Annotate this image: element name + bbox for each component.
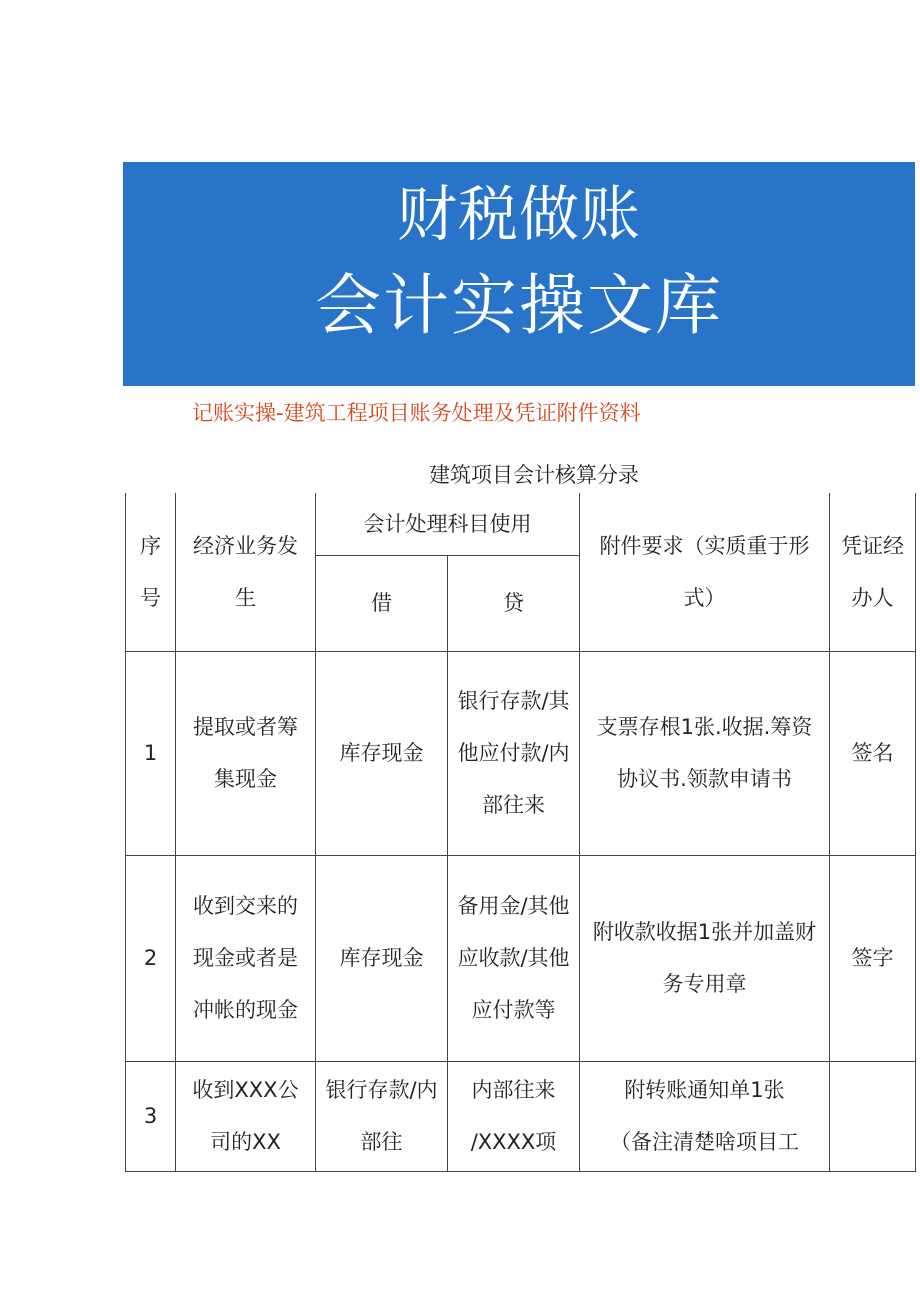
banner-title-line1: 财税做账 — [397, 180, 641, 250]
row-business: 提取或者筹 集现金 — [176, 651, 316, 855]
row-seq: 2 — [126, 855, 176, 1061]
row-handler — [830, 1061, 916, 1171]
row-credit: 银行存款/其 他应付款/内 部往来 — [448, 651, 580, 855]
row-debit: 银行存款/内 部往 — [316, 1061, 448, 1171]
row-business: 收到XXX公 司的XX — [176, 1061, 316, 1171]
row-attachment: 附收款收据1张并加盖财 务专用章 — [580, 855, 830, 1061]
table-row — [126, 855, 916, 1061]
row-debit: 库存现金 — [316, 855, 448, 1061]
header-row — [126, 493, 916, 555]
row-handler: 签名 — [830, 651, 916, 855]
header-business: 经济业务发 生 — [176, 493, 316, 651]
table-title: 建筑项目会计核算分录 — [429, 463, 639, 487]
row-credit: 备用金/其他 应收款/其他 应付款等 — [448, 855, 580, 1061]
document-subtitle: 记账实操-建筑工程项目账务处理及凭证附件资料 — [192, 401, 641, 425]
header-seq: 序 号 — [126, 493, 176, 651]
row-debit: 库存现金 — [316, 651, 448, 855]
header-attachment: 附件要求（实质重于形 式） — [580, 493, 830, 651]
header-credit: 贷 — [448, 555, 580, 651]
row-credit: 内部往来 /XXXX项 — [448, 1061, 580, 1171]
table-row — [126, 651, 916, 855]
banner-title-line2: 会计实操文库 — [315, 267, 723, 344]
row-seq: 3 — [126, 1061, 176, 1171]
row-attachment: 支票存根1张.收据.筹资 协议书.领款申请书 — [580, 651, 830, 855]
row-attachment: 附转账通知单1张 （备注清楚啥项目工 — [580, 1061, 830, 1171]
table-row — [126, 1061, 916, 1171]
accounting-entries-table — [125, 493, 916, 1172]
header-accounts-group: 会计处理科目使用 — [316, 493, 580, 555]
row-handler: 签字 — [830, 855, 916, 1061]
title-banner — [123, 162, 915, 386]
row-seq: 1 — [126, 651, 176, 855]
header-handler: 凭证经 办人 — [830, 493, 916, 651]
header-debit: 借 — [316, 555, 448, 651]
row-business: 收到交来的 现金或者是 冲帐的现金 — [176, 855, 316, 1061]
